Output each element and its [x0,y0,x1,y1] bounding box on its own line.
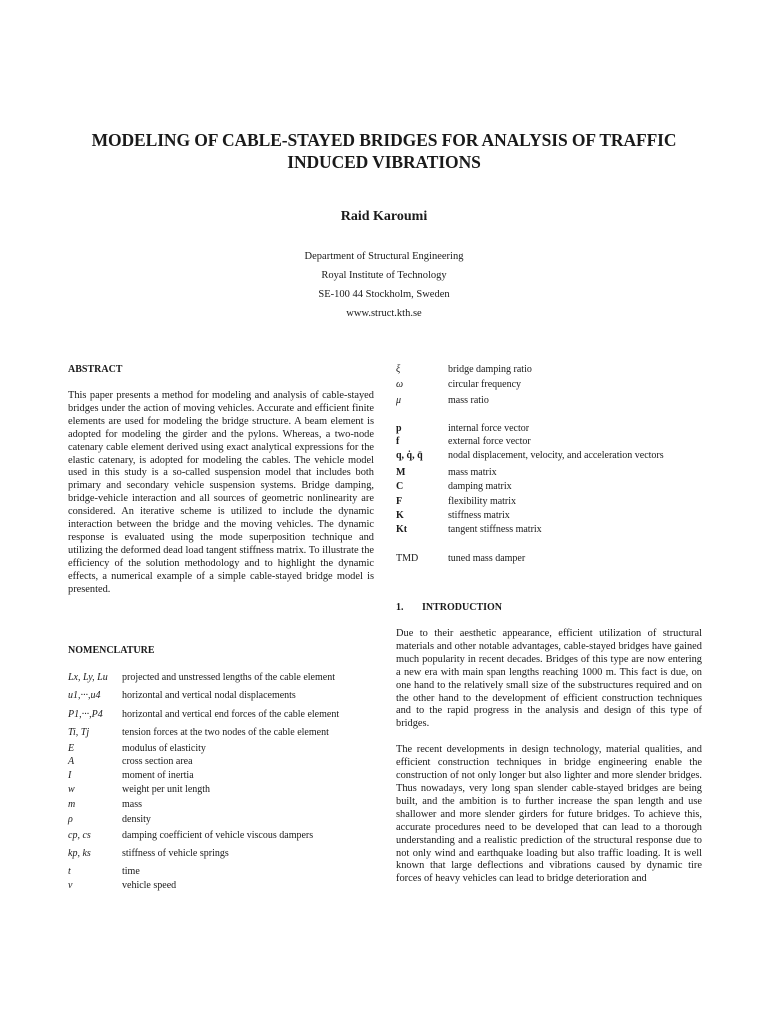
nomenclature-symbol: K [396,510,404,521]
nomenclature-symbol: P1,···,P4 [68,709,103,720]
nomenclature-desc: mass matrix [448,467,497,478]
nomenclature-item [68,756,374,770]
nomenclature-symbol: w [68,784,75,795]
nomenclature-desc: projected and unstressed lengths of the cable element [122,672,335,683]
nomenclature-desc: circular frequency [448,379,522,390]
nomenclature-desc: time [122,866,140,877]
nomenclature-symbol: A [68,756,75,767]
nomenclature-desc: nodal displacement, velocity, and acceleration vectors [448,450,664,461]
nomenclature-symbol: F [396,496,403,507]
nomenclature-desc: weight per unit length [122,784,211,795]
nomenclature-item [68,672,374,686]
nomenclature-desc: stiffness matrix [448,510,510,521]
nomenclature-symbol: u1,···,u4 [68,690,101,701]
introduction-paragraph: The recent developments in design technology, material qualities, and efficient construction techniques in bridge engineering enable the construction of not only longer but also lighter and more slender bridges. Thus nowadays, very long span slender cable-stayed bridges are being built, and the ambition is to further increase the span length and use shallower and more slender girders for future bridges. To achieve this, accurate procedures need to be developed that can lead to a thorough understanding and a realistic prediction of the structural response due to not only wind and earthquake loading but also traffic loading. It is well known that large deflections and vibrations caused by dynamic tire forces of heavy vehicles can lead to bridge deterioration and [396,744,702,885]
affiliation-institute: Royal Institute of Technology [321,270,447,281]
nomenclature-desc: tangent stiffness matrix [448,524,542,535]
affiliation-website: www.struct.kth.se [346,308,422,319]
section-number: 1. [396,602,404,613]
nomenclature-list [68,672,374,902]
nomenclature-symbol: v [68,880,73,891]
nomenclature-item [396,481,702,495]
nomenclature-item [396,553,702,567]
affiliation-block [60,247,708,323]
nomenclature-symbol: I [68,770,72,781]
nomenclature-desc: internal force vector [448,423,530,434]
nomenclature-item [396,436,702,450]
nomenclature-symbol: t [68,866,71,877]
nomenclature-item [396,510,702,524]
nomenclature-symbol: q, q̇, q̈ [396,450,423,461]
nomenclature-desc: mass [122,799,142,810]
nomenclature-item [396,524,702,538]
nomenclature-item [68,866,374,880]
nomenclature-item [396,496,702,510]
abstract-text: This paper presents a method for modeling and analysis of cable-stayed bridges under the action of moving vehicles. Accurate and efficient finite elements are used for modeling the bridge structure. A beam element is adopted for modeling the girder and the pylons. Whereas, a two-node catenary cable element derived using exact analytical expressions for the elastic catenary, is adopted for modeling the cables. The vehicle model used in this study is a so-called suspension model that includes both primary and secondary vehicle suspension systems. Bridge damping, bridge-vehicle interaction and all sources of geometric nonlinearity are considered. An iterative scheme is utilized to include the dynamic interaction between the bridge and the moving vehicles. The dynamic response is evaluated using the mode superposition technique and utilizing the deformed dead load tangent stiffness matrix. To illustrate the efficiency of the solution methodology and to highlight the dynamic effects, a numerical example of a simple cable-stayed bridge model is presented. [68,390,374,595]
nomenclature-item [68,743,374,757]
nomenclature-desc: external force vector [448,436,531,447]
nomenclature-symbol: Lx, Ly, Lu [68,672,108,683]
nomenclature-item [68,814,374,828]
nomenclature-item [396,395,702,409]
nomenclature-symbol: ξ [396,364,401,375]
nomenclature-desc: flexibility matrix [448,496,517,507]
nomenclature-item [68,848,374,862]
nomenclature-symbol: kp, ks [68,848,91,859]
nomenclature-item [68,690,374,704]
nomenclature-desc: horizontal and vertical nodal displacements [122,690,296,701]
nomenclature-symbol: E [68,743,75,754]
nomenclature-item [68,770,374,784]
nomenclature-symbol: m [68,799,76,810]
introduction-heading [396,602,502,613]
nomenclature-symbol: M [396,467,406,478]
nomenclature-symbol: C [396,481,404,492]
nomenclature-desc: vehicle speed [122,880,177,891]
nomenclature-item [68,830,374,844]
nomenclature-desc: tension forces at the two nodes of the cable element [122,727,329,738]
nomenclature-desc: cross section area [122,756,193,767]
nomenclature-symbol: ω [396,379,404,390]
nomenclature-desc: bridge damping ratio [448,364,532,375]
nomenclature-heading: NOMENCLATURE [68,645,155,656]
nomenclature-symbol: f [396,436,400,447]
nomenclature-symbol: Ti, Tj [68,727,90,738]
nomenclature-item [68,799,374,813]
nomenclature-item [396,364,702,378]
introduction-body [396,628,702,886]
right-nomenclature-list [396,364,702,574]
nomenclature-item [68,709,374,723]
nomenclature-desc: damping coefficient of vehicle viscous dampers [122,830,314,841]
nomenclature-item [396,379,702,393]
nomenclature-item [68,727,374,741]
nomenclature-item [68,784,374,798]
nomenclature-symbol: ρ [68,814,73,825]
nomenclature-desc: horizontal and vertical end forces of the cable element [122,709,340,720]
nomenclature-symbol: μ [396,395,402,406]
nomenclature-symbol: cp, cs [68,830,91,841]
nomenclature-symbol: TMD [396,553,419,564]
paper-title: MODELING OF CABLE-STAYED BRIDGES FOR ANALYSIS OF TRAFFIC INDUCED VIBRATIONS [91,130,677,172]
left-column [68,364,374,597]
nomenclature-symbol: p [396,423,402,434]
introduction-paragraph: Due to their aesthetic appearance, efficient utilization of structural materials and other notable advantages, cable-stayed bridges have gained much popularity in recent decades. Bridges of this type are now entering a new era with main span lengths reaching 1000 m. This fact is due, on one hand to the relatively small size of the substructures required and on the other hand to the development of efficient construction techniques and to the rapid progress in the analysis and design of this type of bridges. [396,628,702,730]
nomenclature-item [396,450,702,464]
affiliation-department: Department of Structural Engineering [304,251,464,262]
author-name: Raid Karoumi [340,209,428,224]
nomenclature-desc: damping matrix [448,481,512,492]
nomenclature-item [396,423,702,437]
nomenclature-desc: mass ratio [448,395,489,406]
nomenclature-symbol: Kt [396,524,408,535]
nomenclature-desc: density [122,814,151,825]
abstract-heading: ABSTRACT [68,364,123,375]
nomenclature-desc: tuned mass damper [448,553,526,564]
nomenclature-item [396,467,702,481]
affiliation-address: SE-100 44 Stockholm, Sweden [318,289,450,300]
section-title: INTRODUCTION [422,602,503,613]
nomenclature-item [68,880,374,894]
nomenclature-desc: stiffness of vehicle springs [122,848,229,859]
nomenclature-desc: moment of inertia [122,770,194,781]
nomenclature-desc: modulus of elasticity [122,743,206,754]
